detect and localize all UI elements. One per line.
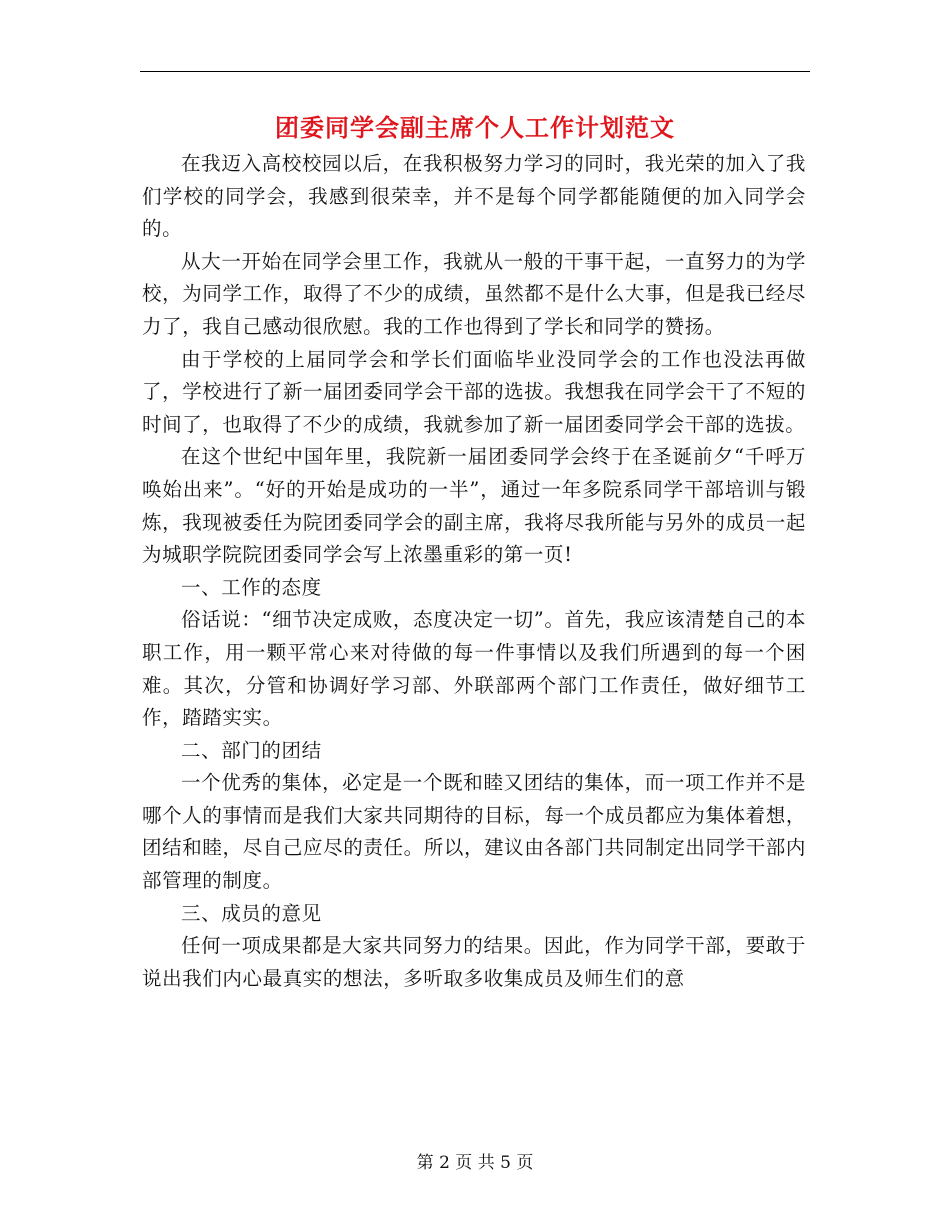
page-number: 第 2 页 共 5 页	[416, 1153, 534, 1173]
paragraph: 由于学校的上届同学会和学长们面临毕业没同学会的工作也没法再做了，学校进行了新一届团委同学会干部的选拔。我想我在同学会干了不短的时间了，也取得了不少的成绩，我就参加了新一届团委同学会干部的选拔。	[142, 347, 806, 436]
paragraph: 一个优秀的集体，必定是一个既和睦又团结的集体，而一项工作并不是哪个人的事情而是我们大家共同期待的目标，每一个成员都应为集体着想，团结和睦，尽自己应尽的责任。所以，建议由各部门共同制定出同学干部内部管理的制度。	[142, 771, 806, 893]
document-body	[142, 148, 806, 995]
document-title: 团委同学会副主席个人工作计划范文	[275, 113, 675, 142]
section-heading: 一、工作的态度	[181, 575, 322, 599]
paragraph: 任何一项成果都是大家共同努力的结果。因此，作为同学干部，要敢于说出我们内心最真实的想法，多听取多收集成员及师生们的意	[142, 934, 806, 990]
paragraph: 在我迈入高校校园以后，在我积极努力学习的同时，我光荣的加入了我们学校的同学会，我感到很荣幸，并不是每个同学都能随便的加入同学会的。	[142, 152, 806, 241]
header-rule	[140, 71, 810, 72]
section-heading: 三、成员的意见	[181, 901, 322, 925]
paragraph: 从大一开始在同学会里工作，我就从一般的干事干起，一直努力的为学校，为同学工作，取得了不少的成绩，虽然都不是什么大事，但是我已经尽力了，我自己感动很欣慰。我的工作也得到了学长和同学的赞扬。	[142, 249, 806, 338]
paragraph: 在这个世纪中国年里，我院新一届团委同学会终于在圣诞前夕“千呼万唤始出来”。“好的开始是成功的一半”，通过一年多院系同学干部培训与锻炼，我现被委任为院团委同学会的副主席，我将尽我所能与另外的成员一起为城职学院院团委同学会写上浓墨重彩的第一页!	[142, 445, 806, 567]
section-heading: 二、部门的团结	[181, 738, 322, 762]
paragraph: 俗话说：“细节决定成败，态度决定一切”。首先，我应该清楚自己的本职工作，用一颗平常心来对待做的每一件事情以及我们所遇到的每一个困难。其次，分管和协调好学习部、外联部两个部门工作责任，做好细节工作，踏踏实实。	[142, 608, 806, 730]
